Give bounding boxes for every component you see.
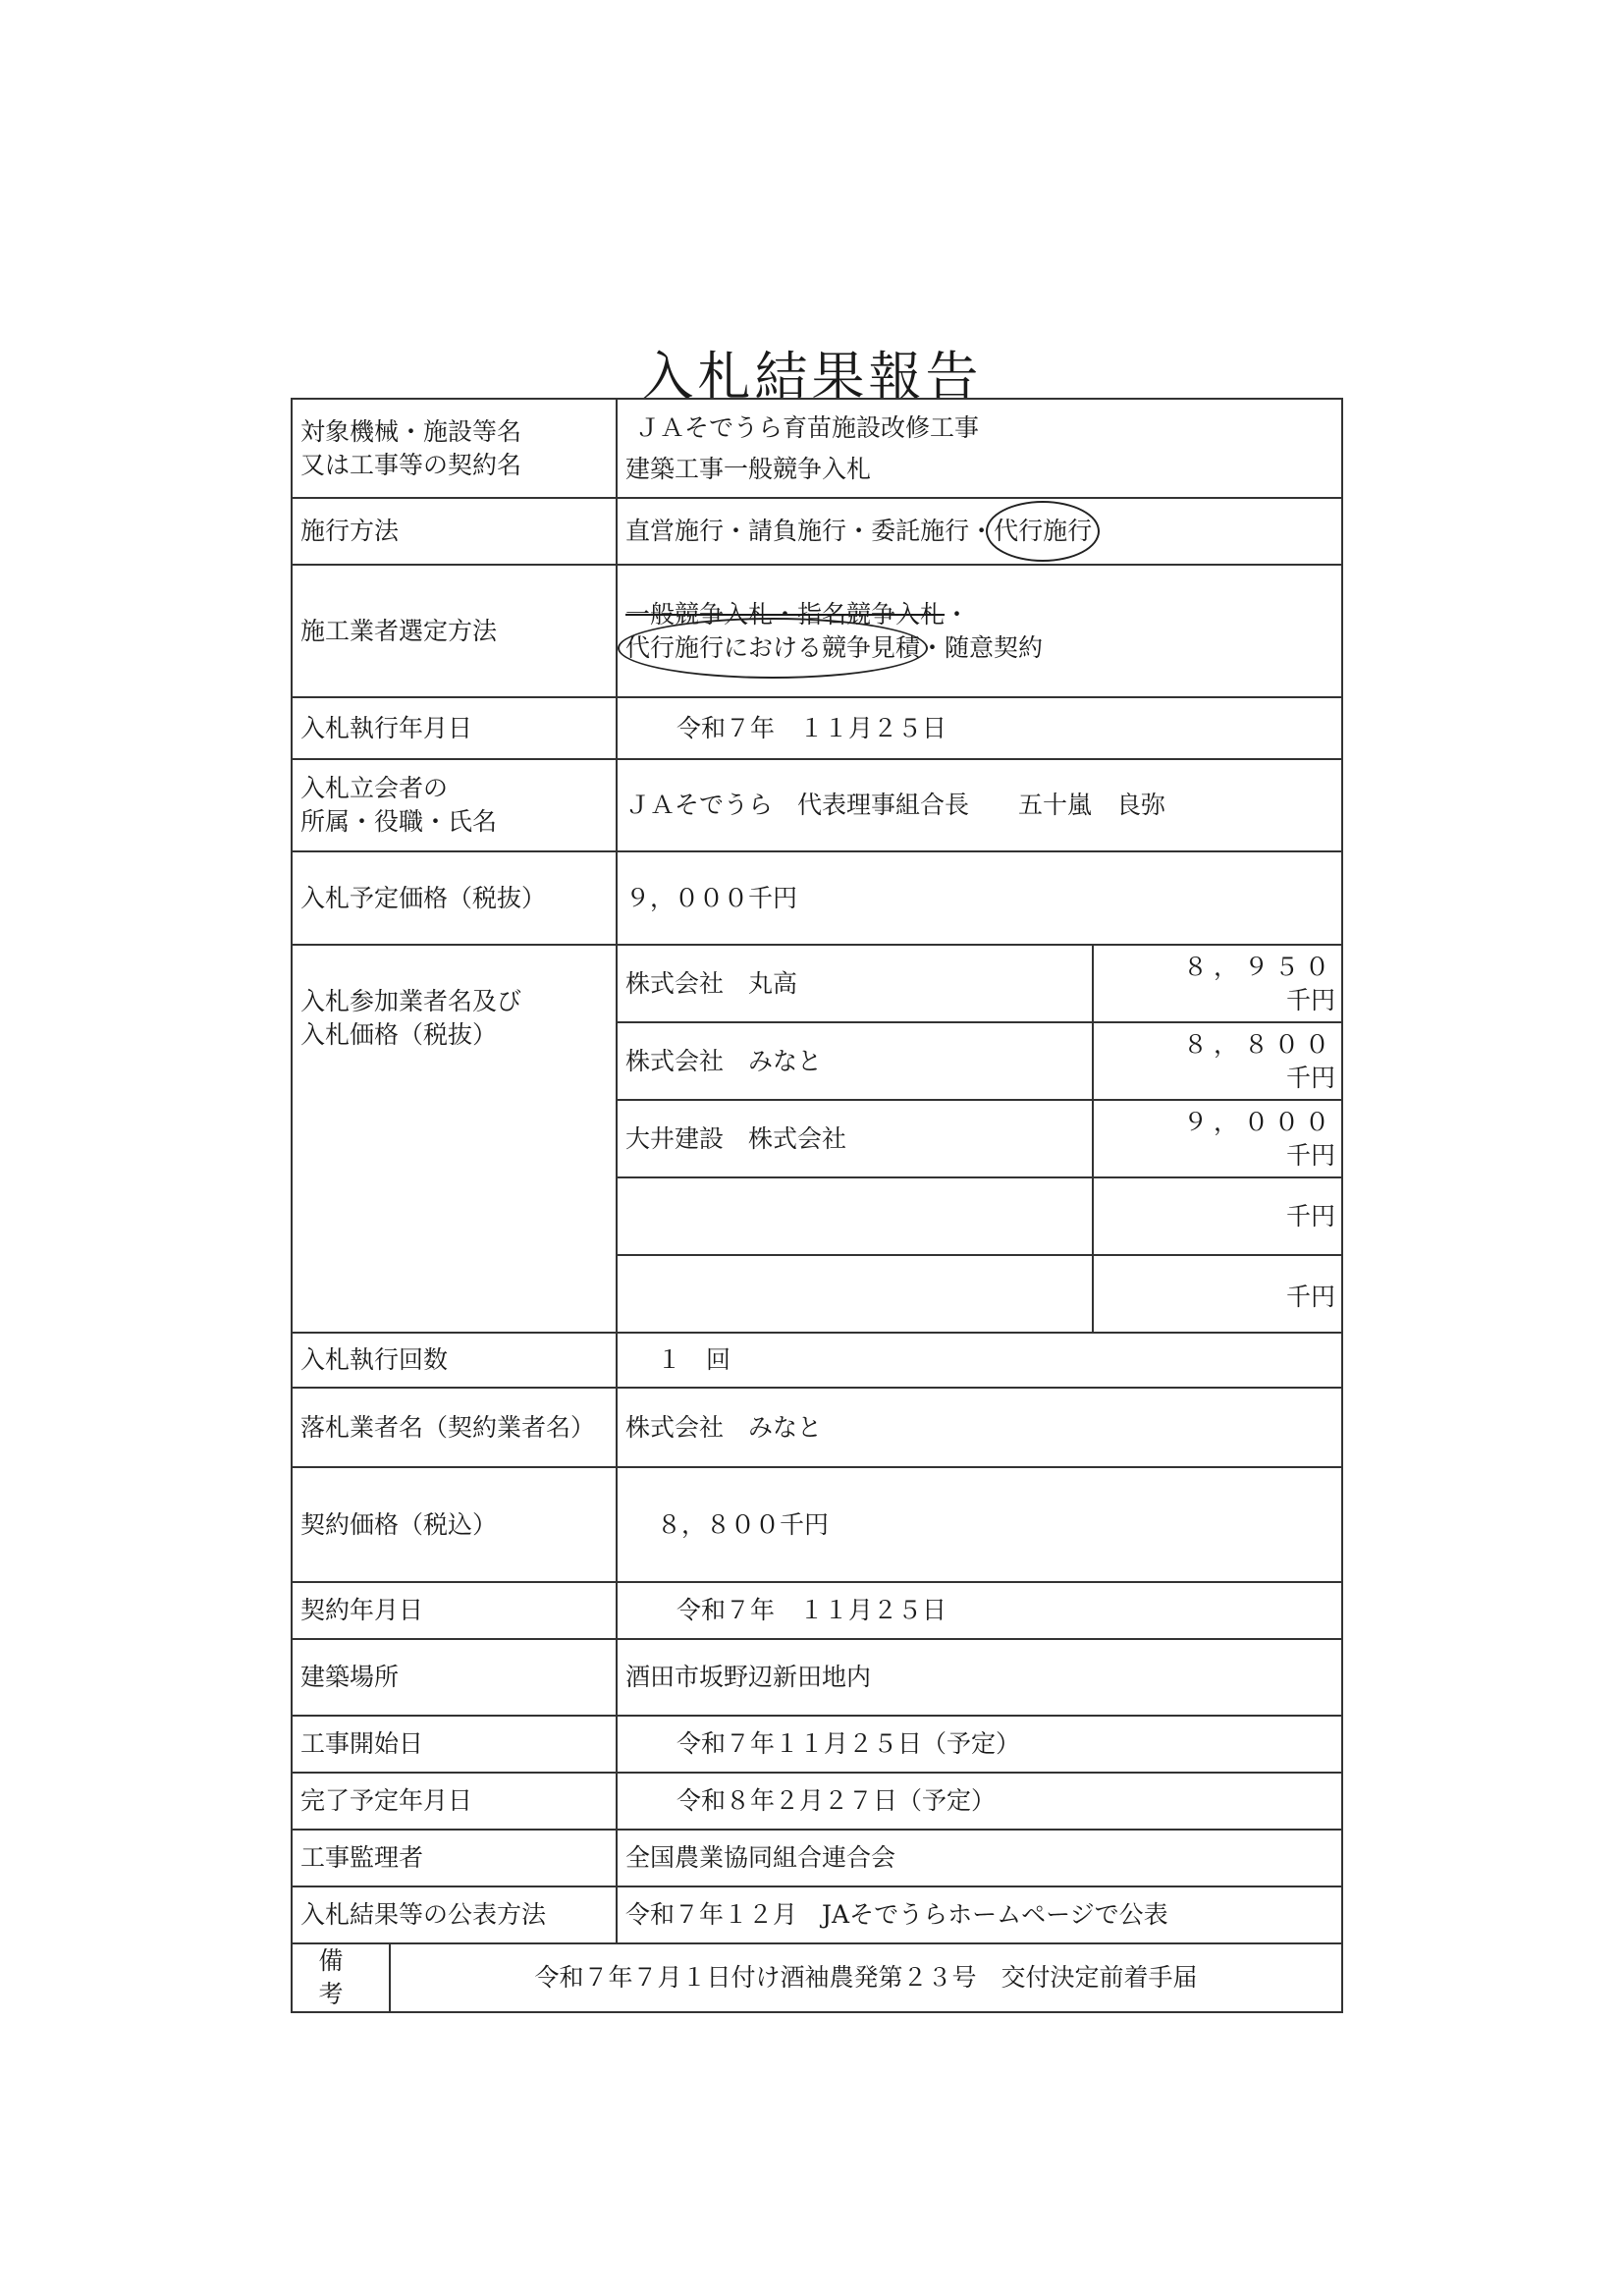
value-winner: 株式会社 みなと xyxy=(617,1388,1342,1467)
label-execution-method: 施行方法 xyxy=(292,498,617,565)
row-supervisor xyxy=(292,1830,1342,1886)
bidder-name: 株式会社 みなと xyxy=(617,1022,1093,1100)
bid-result-table xyxy=(291,398,1343,2013)
row-execution-method xyxy=(292,498,1342,565)
bidder-price: ９，０００ 千円 xyxy=(1093,1100,1342,1177)
value-publication: 令和７年１２月 JAそでうらホームページで公表 xyxy=(617,1886,1342,1943)
page-title: 入札結果報告 xyxy=(640,346,983,409)
label-contract-date: 契約年月日 xyxy=(292,1582,617,1639)
value-contractor-selection: 一般競争入札・指名競争入札・ 代行施行における競争見積・随意契約 xyxy=(617,565,1342,697)
label-subject: 対象機械・施設等名 又は工事等の契約名 xyxy=(292,399,617,498)
value-remarks: 令和７年７月１日付け酒袖農発第２３号 交付決定前着手届 xyxy=(390,1943,1342,2012)
value-bid-rounds: １ 回 xyxy=(617,1333,1342,1388)
label-contract-price: 契約価格（税込） xyxy=(292,1467,617,1582)
label-bidders: 入札参加業者名及び 入札価格（税抜） xyxy=(292,945,617,1333)
label-start-date: 工事開始日 xyxy=(292,1716,617,1773)
bidder-price: 千円 xyxy=(1093,1177,1342,1255)
row-location xyxy=(292,1639,1342,1716)
row-winner xyxy=(292,1388,1342,1467)
value-planned-price: ９，０００千円 xyxy=(617,851,1342,945)
row-subject xyxy=(292,399,1342,498)
label-witness: 入札立会者の 所属・役職・氏名 xyxy=(292,759,617,851)
value-witness: ＪＡそでうら 代表理事組合長 五十嵐 良弥 xyxy=(617,759,1342,851)
row-witness xyxy=(292,759,1342,851)
bidder-price: ８，８００ 千円 xyxy=(1093,1022,1342,1100)
struck-options: 一般競争入札・指名競争入札 xyxy=(625,599,946,629)
row-contractor-selection xyxy=(292,565,1342,697)
label-publication: 入札結果等の公表方法 xyxy=(292,1886,617,1943)
label-winner: 落札業者名（契約業者名） xyxy=(292,1388,617,1467)
selected-circle-mark: 代行施行 xyxy=(994,515,1092,548)
row-bid-date xyxy=(292,697,1342,759)
label-location: 建築場所 xyxy=(292,1639,617,1716)
bidder-row xyxy=(292,945,1342,1022)
label-remarks: 備 考 xyxy=(292,1943,390,2012)
row-bid-rounds xyxy=(292,1333,1342,1388)
value-supervisor: 全国農業協同組合連合会 xyxy=(617,1830,1342,1886)
value-start-date: 令和７年１１月２５日（予定） xyxy=(617,1716,1342,1773)
row-start-date xyxy=(292,1716,1342,1773)
label-supervisor: 工事監理者 xyxy=(292,1830,617,1886)
row-publication xyxy=(292,1886,1342,1943)
row-completion-date xyxy=(292,1773,1342,1830)
value-subject: ＪＡそでうら育苗施設改修工事 建築工事一般競争入札 xyxy=(617,399,1342,498)
bidder-name: 株式会社 丸高 xyxy=(617,945,1093,1022)
label-bid-rounds: 入札執行回数 xyxy=(292,1333,617,1388)
bidder-price: ８，９５０ 千円 xyxy=(1093,945,1342,1022)
value-contract-price: ８，８００千円 xyxy=(617,1467,1342,1582)
value-bid-date: 令和７年 １１月２５日 xyxy=(617,697,1342,759)
label-planned-price: 入札予定価格（税抜） xyxy=(292,851,617,945)
row-remarks xyxy=(292,1943,1342,2012)
label-contractor-selection: 施工業者選定方法 xyxy=(292,565,617,697)
value-location: 酒田市坂野辺新田地内 xyxy=(617,1639,1342,1716)
row-contract-date xyxy=(292,1582,1342,1639)
row-planned-price xyxy=(292,851,1342,945)
label-completion-date: 完了予定年月日 xyxy=(292,1773,617,1830)
label-bid-date: 入札執行年月日 xyxy=(292,697,617,759)
bidder-name: 大井建設 株式会社 xyxy=(617,1100,1093,1177)
value-completion-date: 令和８年２月２７日（予定） xyxy=(617,1773,1342,1830)
bidder-price: 千円 xyxy=(1093,1255,1342,1333)
bidder-name xyxy=(617,1177,1093,1255)
value-contract-date: 令和７年 １１月２５日 xyxy=(617,1582,1342,1639)
row-contract-price xyxy=(292,1467,1342,1582)
value-execution-method: 直営施行・請負施行・委託施行・代行施行 xyxy=(617,498,1342,565)
bidder-name xyxy=(617,1255,1093,1333)
selected-circle-mark: 代行施行における競争見積 xyxy=(625,631,920,665)
